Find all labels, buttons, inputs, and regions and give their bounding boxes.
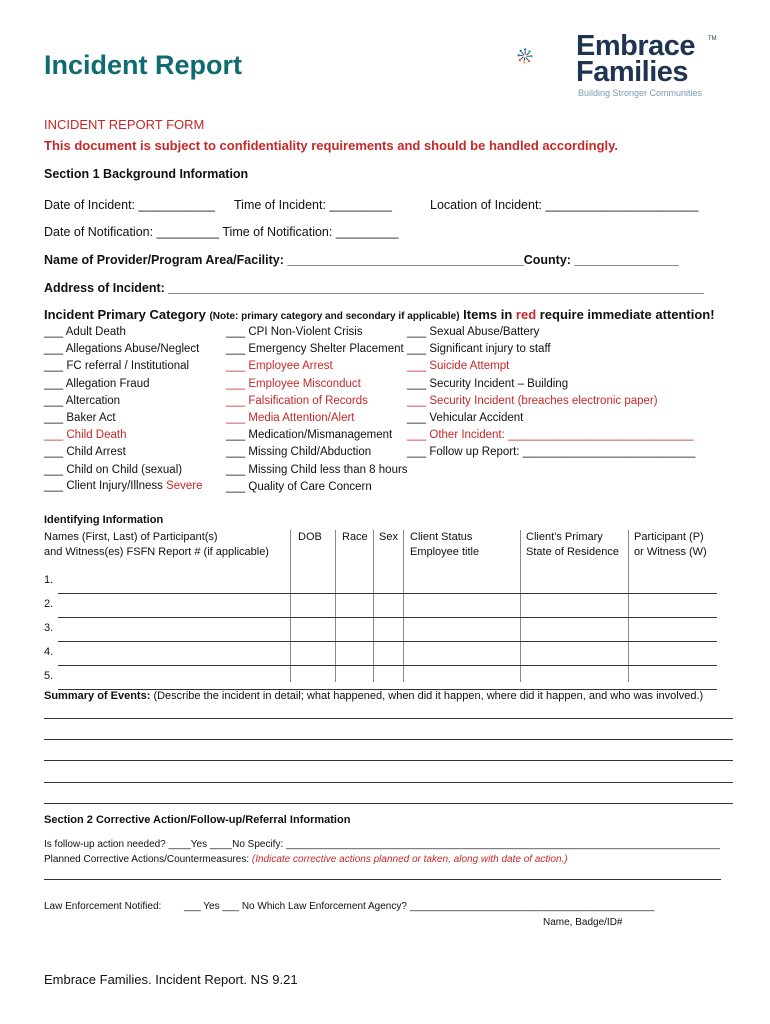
category-item[interactable]: ___ Emergency Shelter Placement [226, 343, 404, 356]
col-state-header [526, 530, 619, 560]
category-item[interactable]: ___ CPI Non-Violent Crisis [226, 326, 363, 338]
logo-tagline: Building Stronger Communities [578, 88, 703, 98]
red-word: red [515, 307, 537, 322]
col-dob-header: DOB [298, 531, 322, 543]
category-item[interactable]: ___ Altercation [44, 394, 121, 407]
page-title: Incident Report [44, 50, 243, 80]
category-item[interactable]: ___ Allegation Fraud [44, 377, 150, 390]
confidentiality-notice: This document is subject to confidentiality requirements and should be handled accordingly. [44, 138, 619, 153]
col-state-line2: State of Residence [526, 546, 619, 558]
category-item[interactable]: ___ Sexual Abuse/Battery [407, 326, 540, 338]
participant-row[interactable] [44, 666, 717, 690]
address-field[interactable]: Address of Incident: _____________________________________________________________________________ [44, 281, 704, 295]
summary-label-row [44, 690, 703, 702]
category-item[interactable]: ___ Child Arrest [44, 446, 126, 459]
category-item[interactable]: ___ Employee Misconduct [226, 377, 361, 390]
category-item[interactable]: ___ Missing Child less than 8 hours [226, 463, 408, 476]
category-item-label: ___ Client Injury/Illness [44, 480, 167, 492]
category-item[interactable]: ___ Quality of Care Concern [226, 480, 372, 493]
participant-row-number: 1. [44, 574, 54, 586]
category-item-red: Severe [166, 480, 203, 492]
category-item[interactable]: ___ Child Death [44, 429, 127, 442]
category-item[interactable]: ___ Medication/Mismanagement [226, 429, 393, 442]
category-column-2 [226, 326, 408, 498]
section1-heading: Section 1 Background Information [44, 167, 249, 181]
category-item[interactable]: ___ Vehicular Accident [407, 411, 524, 424]
summary-line[interactable] [44, 760, 733, 761]
category-item[interactable]: ___ Baker Act [44, 411, 116, 424]
col-race-header: Race [342, 531, 368, 543]
summary-line[interactable] [44, 782, 733, 783]
summary-line[interactable] [44, 718, 733, 719]
footer-text: Embrace Families. Incident Report. NS 9.21 [44, 972, 298, 987]
followup-field[interactable]: Is follow-up action needed? ____Yes ____No Specify: ______________________________________________________________________________ [44, 839, 720, 850]
law-options-field[interactable]: ___ Yes ___ No Which Law Enforcement Agency? ____________________________________________ [184, 901, 655, 912]
logo-trademark: TM [708, 36, 717, 42]
summary-hint: (Describe the incident in detail; what happened, when did it happen, where did it happen, and who was involved.) [153, 690, 704, 702]
participant-row-number: 5. [44, 670, 54, 682]
identifying-heading: Identifying Information [44, 514, 164, 526]
law-label: Law Enforcement Notified: [44, 901, 162, 912]
section2-heading: Section 2 Corrective Action/Follow-up/Referral Information [44, 814, 351, 826]
category-item[interactable]: ___ FC referral / Institutional [44, 360, 190, 373]
logo-text-embrace: Embrace [576, 30, 696, 62]
category-item[interactable]: ___ Security Incident (breaches electronic paper) [407, 394, 658, 407]
category-item[interactable]: ___ Media Attention/Alert [226, 411, 355, 424]
col-status-header [410, 530, 479, 560]
participant-row-number: 3. [44, 622, 54, 634]
category-item[interactable]: ___ Falsification of Records [226, 394, 368, 407]
location-of-incident-field[interactable]: Location of Incident: ______________________ [430, 198, 699, 212]
category-column-1 [44, 326, 199, 481]
col-pw-header [634, 530, 707, 560]
participant-row[interactable] [44, 642, 717, 666]
category-item[interactable]: ___ Child on Child (sexual) [44, 463, 183, 476]
category-item[interactable]: ___ Adult Death [44, 326, 126, 338]
form-heading: INCIDENT REPORT FORM [44, 117, 205, 132]
category-item[interactable]: ___ Follow up Report: ___________________________ [407, 446, 696, 459]
red-prefix: Items in [463, 307, 516, 322]
category-item[interactable]: ___ Suicide Attempt [407, 360, 510, 373]
category-item[interactable]: ___ Security Incident – Building [407, 377, 569, 390]
date-of-incident-field[interactable]: Date of Incident: ___________ [44, 198, 215, 212]
category-item[interactable]: ___ Employee Arrest [226, 360, 333, 373]
provider-field[interactable]: Name of Provider/Program Area/Facility: __________________________________County: _______________ [44, 253, 679, 267]
red-suffix: require immediate attention! [536, 307, 715, 322]
col-pw-line1: Participant (P) [634, 531, 704, 543]
category-item[interactable]: ___ Other Incident: _____________________________ [407, 429, 694, 442]
planned-actions-row [44, 854, 568, 865]
category-item[interactable] [44, 480, 203, 492]
col-names-line2: and Witness(es) FSFN Report # (if applicable) [44, 546, 269, 558]
participant-row-number: 4. [44, 646, 54, 658]
col-names-header [44, 530, 269, 560]
category-title: Incident Primary Category [44, 307, 206, 322]
planned-actions-line[interactable] [44, 879, 721, 880]
category-item[interactable]: ___ Missing Child/Abduction [226, 446, 372, 459]
notification-field[interactable]: Date of Notification: _________ Time of Notification: _________ [44, 225, 399, 239]
col-pw-line2: or Witness (W) [634, 546, 707, 558]
planned-label: Planned Corrective Actions/Countermeasures: [44, 854, 252, 865]
col-names-line1: Names (First, Last) of Participant(s) [44, 531, 218, 543]
time-of-incident-field[interactable]: Time of Incident: _________ [234, 198, 392, 212]
category-item[interactable]: ___ Significant injury to staff [407, 343, 551, 356]
badge-label: Name, Badge/ID# [543, 917, 623, 928]
participants-table [44, 570, 717, 690]
planned-hint: (Indicate corrective actions planned or taken, along with date of action.) [251, 854, 568, 865]
summary-line[interactable] [44, 803, 733, 804]
category-note: (Note: primary category and secondary if applicable) [209, 311, 460, 322]
embrace-families-logo [516, 28, 578, 88]
category-item[interactable]: ___ Allegations Abuse/Neglect [44, 343, 200, 356]
col-status-line2: Employee title [410, 546, 480, 558]
participant-row-number: 2. [44, 598, 54, 610]
participant-row[interactable] [44, 570, 717, 594]
col-sex-header: Sex [379, 531, 398, 543]
category-column-3 [407, 326, 695, 464]
summary-label: Summary of Events: [44, 690, 151, 702]
summary-line[interactable] [44, 739, 733, 740]
col-status-line1: Client Status [410, 531, 473, 543]
category-heading [44, 307, 715, 322]
col-state-line1: Client’s Primary [526, 531, 603, 543]
participant-row[interactable] [44, 618, 717, 642]
logo-text-families: Families [576, 56, 689, 88]
participant-row[interactable] [44, 594, 717, 618]
